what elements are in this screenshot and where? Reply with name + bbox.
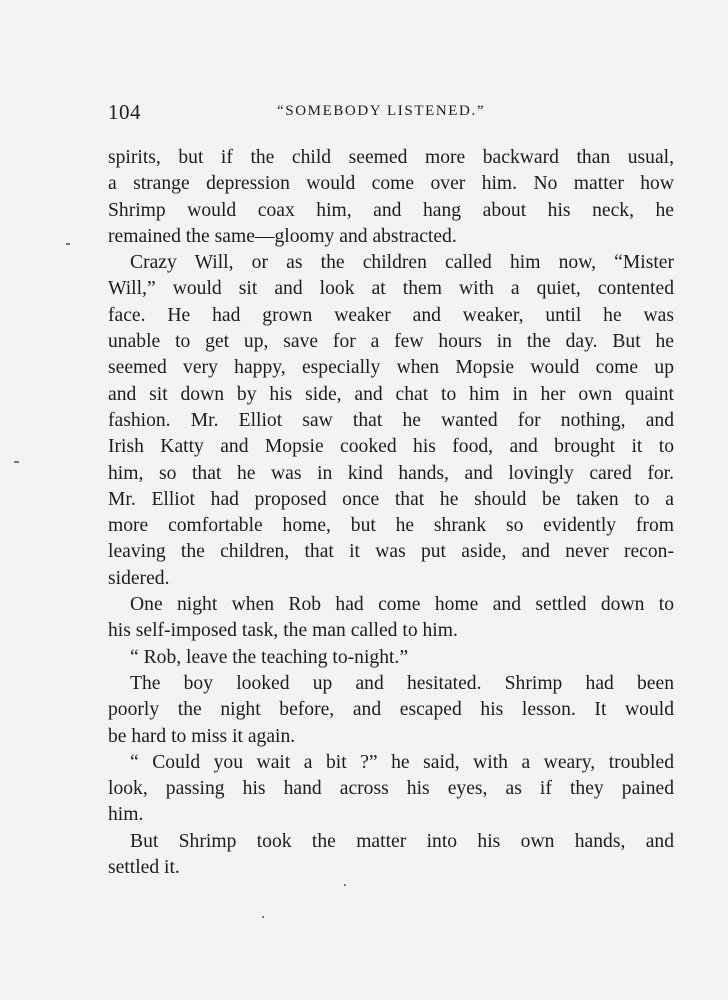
- text-line: But Shrimp took the matter into his own hands, and: [130, 830, 674, 852]
- text-line: The boy looked up and hesitated. Shrimp had been: [130, 672, 674, 694]
- text-line: a strange depression would come over him. No matter how: [108, 173, 674, 195]
- text-line: him.: [108, 804, 144, 826]
- body-text: [108, 145, 674, 881]
- text-line: Mr. Elliot had proposed once that he should be taken to a: [108, 488, 674, 510]
- text-line: Crazy Will, or as the children called him now, “Mister: [130, 252, 674, 274]
- text-line: his self-imposed task, the man called to him.: [108, 620, 458, 642]
- text-line: leaving the children, that it was put aside, and never recon-: [108, 541, 674, 563]
- text-line: Will,” would sit and look at them with a quiet, contented: [108, 278, 674, 300]
- text-line: poorly the night before, and escaped his lesson. It would: [108, 699, 674, 721]
- text-line: sidered.: [108, 567, 170, 589]
- text-line: seemed very happy, especially when Mopsie would come up: [108, 357, 674, 379]
- page-number: 104: [108, 100, 141, 124]
- text-line: look, passing his hand across his eyes, as if they pained: [108, 778, 674, 800]
- text-line: “ Rob, leave the teaching to-night.”: [130, 646, 409, 668]
- scan-speck: [344, 884, 346, 886]
- text-line: “ Could you wait a bit ?” he said, with a weary, troubled: [130, 751, 674, 773]
- page-header: [108, 100, 674, 130]
- text-line: and sit down by his side, and chat to him in her own quaint: [108, 383, 674, 405]
- text-line: more comfortable home, but he shrank so evidently from: [108, 515, 674, 537]
- text-line: settled it.: [108, 857, 180, 879]
- running-title: “SOMEBODY LISTENED.”: [277, 103, 486, 119]
- text-line: remained the same—gloomy and abstracted.: [108, 225, 457, 247]
- text-line: face. He had grown weaker and weaker, until he was: [108, 304, 674, 326]
- text-line: Irish Katty and Mopsie cooked his food, and brought it to: [108, 436, 674, 458]
- text-line: unable to get up, save for a few hours in the day. But he: [108, 331, 674, 353]
- scan-speck: [14, 461, 19, 463]
- text-line: him, so that he was in kind hands, and lovingly cared for.: [108, 462, 674, 484]
- text-line: fashion. Mr. Elliot saw that he wanted for nothing, and: [108, 409, 674, 431]
- text-line: be hard to miss it again.: [108, 725, 296, 747]
- scan-speck: [66, 243, 70, 245]
- text-line: One night when Rob had come home and settled down to: [130, 594, 674, 616]
- text-line: Shrimp would coax him, and hang about his neck, he: [108, 199, 674, 221]
- text-line: spirits, but if the child seemed more backward than usual,: [108, 147, 674, 168]
- scan-speck: [262, 916, 264, 918]
